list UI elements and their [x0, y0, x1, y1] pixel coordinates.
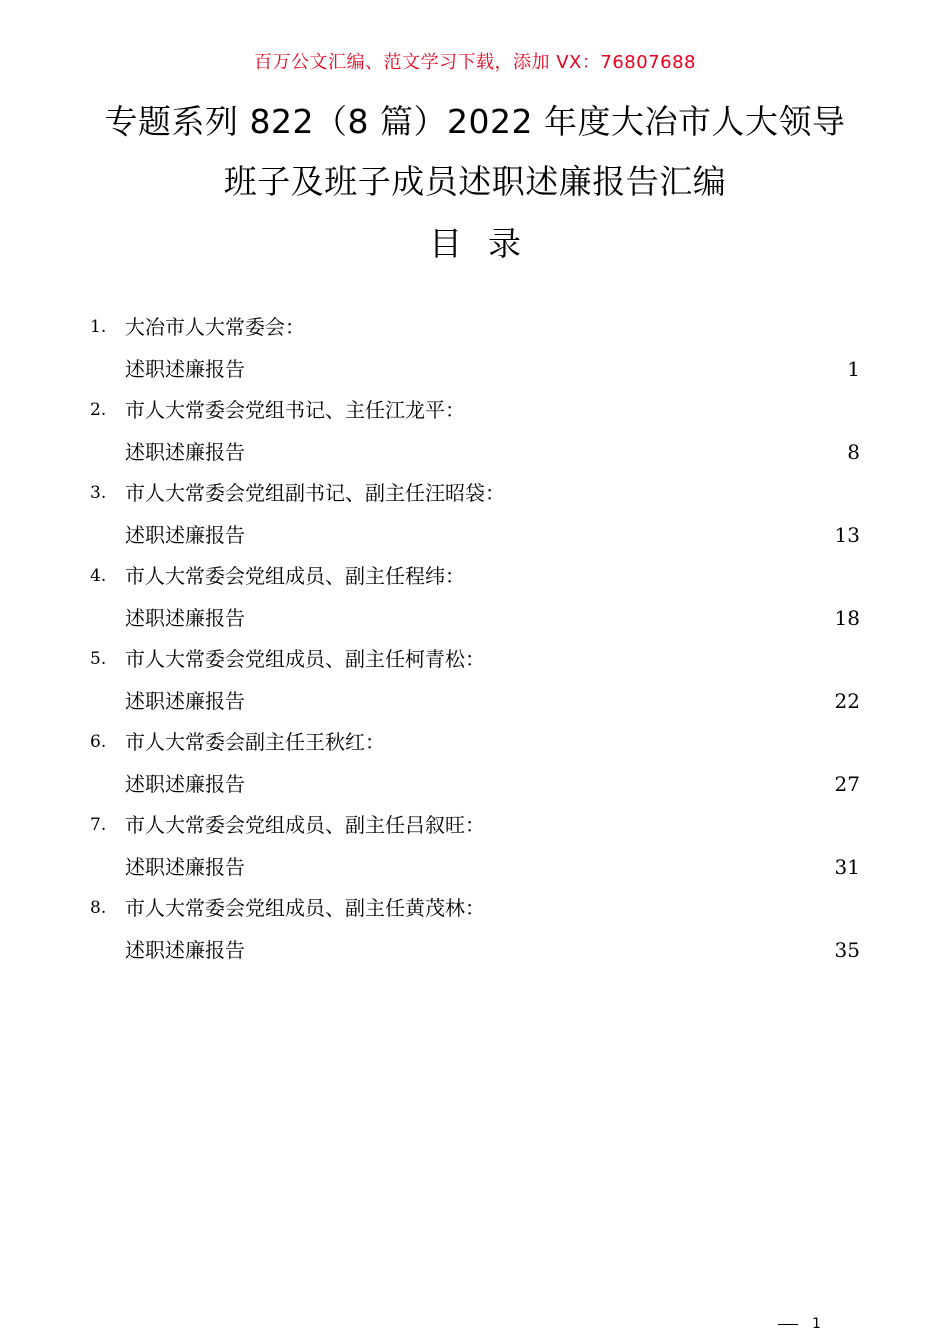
- toc-entry[interactable]: [90, 722, 860, 805]
- toc-entry-number: 6.: [90, 732, 107, 752]
- toc-entry-label: 市人大常委会党组成员、副主任程纬：: [125, 564, 465, 588]
- toc-entry-number: 2.: [90, 400, 107, 420]
- toc-heading: 目录: [429, 224, 547, 263]
- toc-entry-subtitle: 述职述廉报告: [125, 854, 245, 879]
- toc-entry-page: 31: [834, 854, 860, 879]
- toc-entry-subtitle: 述职述廉报告: [125, 439, 245, 464]
- footer-dash: [778, 1324, 798, 1325]
- toc-entry-subtitle: 述职述廉报告: [125, 937, 245, 962]
- toc-entry-label: 市人大常委会副主任王秋红：: [125, 730, 385, 754]
- toc-entry-number: 4.: [90, 566, 107, 586]
- toc-entry-page: 27: [834, 771, 860, 796]
- toc-entry-label: 大冶市人大常委会：: [125, 315, 305, 339]
- header-note: 百万公文汇编、范文学习下载，添加 VX：76807688: [254, 52, 696, 73]
- toc-entry-number: 5.: [90, 649, 107, 669]
- toc-entry-label: 市人大常委会党组成员、副主任柯青松：: [125, 647, 485, 671]
- toc-entry-number: 3.: [90, 483, 107, 503]
- toc-entry-page: 18: [834, 605, 860, 630]
- toc-entry[interactable]: [90, 639, 860, 722]
- toc-entry-label: 市人大常委会党组书记、主任江龙平：: [125, 398, 465, 422]
- toc-entry-page: 35: [834, 937, 860, 962]
- toc-entry-subtitle: 述职述廉报告: [125, 356, 245, 381]
- toc-entry-number: 1.: [90, 317, 107, 337]
- toc-entry[interactable]: [90, 473, 860, 556]
- page-number: 1: [812, 1316, 821, 1332]
- toc-entry-label: 市人大常委会党组成员、副主任吕叙旺：: [125, 813, 485, 837]
- toc-entry-number: 7.: [90, 815, 107, 835]
- toc-entry-subtitle: 述职述廉报告: [125, 688, 245, 713]
- document-title-line-2: 班子及班子成员述职述廉报告汇编: [223, 162, 727, 201]
- table-of-contents: [90, 307, 860, 971]
- toc-entry[interactable]: [90, 556, 860, 639]
- toc-entry-number: 8.: [90, 898, 107, 918]
- toc-entry[interactable]: [90, 888, 860, 971]
- toc-entry-page: 8: [847, 439, 860, 464]
- toc-entry-page: 1: [847, 356, 860, 381]
- document-title-line-1: 专题系列 822（8 篇）2022 年度大冶市人大领导: [104, 102, 846, 141]
- toc-entry-subtitle: 述职述廉报告: [125, 771, 245, 796]
- toc-entry-subtitle: 述职述廉报告: [125, 522, 245, 547]
- toc-entry-subtitle: 述职述廉报告: [125, 605, 245, 630]
- toc-entry[interactable]: [90, 805, 860, 888]
- toc-entry-page: 22: [834, 688, 860, 713]
- toc-entry-label: 市人大常委会党组副书记、副主任汪昭袋：: [125, 481, 505, 505]
- toc-entry-page: 13: [834, 522, 860, 547]
- page-footer: [778, 1316, 821, 1332]
- toc-entry[interactable]: [90, 307, 860, 390]
- toc-entry[interactable]: [90, 390, 860, 473]
- toc-entry-label: 市人大常委会党组成员、副主任黄茂林：: [125, 896, 485, 920]
